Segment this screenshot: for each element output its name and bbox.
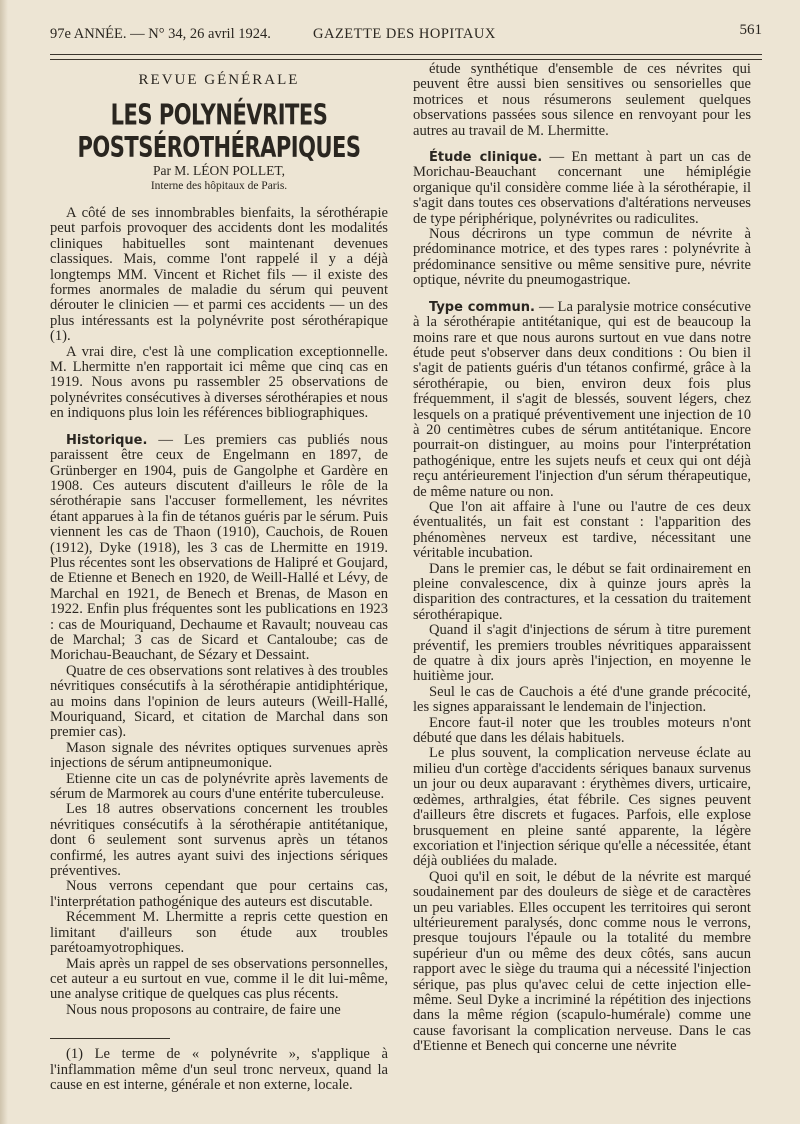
historique-paragraph — [50, 433, 388, 664]
right-column — [413, 62, 751, 1055]
running-header — [50, 22, 762, 48]
section-heading-type-commun: Type commun. — [429, 299, 535, 315]
paragraph: Mais après un rappel de ses observations personnelles, cet auteur a eu surtout en vue, comme il le dit lui-même, une analyse critique de quelques cas plus récents. — [50, 955, 388, 1003]
paragraph: Etienne cite un cas de polynévrite après lavements de sérum de Marmorek au cours d'une entérite tuberculeuse. — [50, 770, 388, 803]
paragraph: Encore faut-il noter que les troubles moteurs n'ont débuté que dans les délais habituels. — [413, 714, 751, 747]
paragraph: Le plus souvent, la complication nerveuse éclate au milieu d'un cortège d'accidents sériques banaux survenus un jour ou deux auparavant : érythèmes divers, urticaire, œdèmes, arthralgies, état fébrile. Ces signes peuvent d'ailleurs être discrets et fugaces. Parfois, elle explose brusquement en pleine santé apparente, la légère excoriation et l'injection sérique qu'elle a nécessitée, étant déjà oubliées du malade. — [413, 745, 751, 870]
left-column — [50, 62, 388, 1093]
type-commun-paragraph — [413, 300, 751, 500]
paragraph: Nous verrons cependant que pour certains cas, l'interprétation pathogénique des auteurs est discutable. — [50, 878, 388, 910]
page-edge-shadow — [0, 0, 8, 1124]
paragraph: étude synthétique d'ensemble de ces névrites qui peuvent être aussi bien sensitives ou sensorielles que motrices et nous résumerons seulement quelques observations passées sous silence en renvoyant pour les autres au travail de M. Lhermitte. — [413, 61, 751, 139]
author-affiliation: Interne des hôpitaux de Paris. — [150, 180, 288, 192]
paragraph: Récemment M. Lhermitte a repris cette question en limitant d'ailleurs son étude aux troubles parétoamyotrophiques. — [50, 909, 388, 957]
article-title: LES POLYNÉVRITES POSTSÉROTHÉRAPIQUES — [77, 99, 361, 164]
article-author: Par M. LÉON POLLET, — [152, 163, 286, 178]
paragraph: Que l'on ait affaire à l'une ou l'autre de ces deux éventualités, un fait est constant : l'apparition des phénomènes nerveux est tardive, nécessitant une véritable incubation. — [413, 498, 751, 562]
etude-text: — En mettant à part un cas de Morichau-Beauchant concernant une hémiplégie organique qu'il considère comme liée à la sérothérapie, il s'agit dans toutes ces observations d'altérations nerveuses de type périphérique, polynévrites ou radiculites. — [413, 149, 751, 227]
paragraph: A côté de ses innombrables bienfaits, la sérothérapie peut parfois provoquer des accidents dont les modalités cliniques habituelles sont maintenant devenues classiques. Mais, comme l'ont rappelé il y a déjà longtemps MM. Vincent et Richet fils — il existe des formes anormales de maladie du sérum qui peuvent dérouter le clinicien — et parmi ces accidents — un des plus intéressants est la polynévrite post sérothérapique (1). — [50, 205, 388, 345]
footnote: (1) Le terme de « polynévrite », s'applique à l'inflammation même d'un seul tronc nerveux, quand la cause en est interne, générale et non externe, locale. — [50, 1046, 388, 1093]
type-commun-text: — La paralysie motrice consécutive à la sérothérapie antitétanique, qui est de beaucoup la moins rare et que nous aurons surtout en vue dans notre étude peut s'observer dans deux conditions : Ou bien il s'agit de patients guéris d'un tétanos confirmé, grâce à la sérothérapie, ou bien, environ deux fois plus fréquemment, il s'agit de blessés, souvent légers, chez lesquels on a pratiqué préventivement une injection de 10 à 20 centimètres cubes de sérum antitétanique. Encore pourrait-on distinguer, au moins pour l'interprétation pathogénique, entre les sujets neufs et ceux qui ont déjà reçu antérieurement l'injection d'un sérum thérapeutique, de même nature ou non. — [413, 298, 751, 500]
header-rule-thin — [50, 59, 762, 60]
paragraph: Mason signale des névrites optiques survenues après injections de sérum antipneumonique. — [50, 739, 388, 772]
section-heading-historique: Historique. — [66, 432, 148, 448]
paragraph: Quatre de ces observations sont relatives à des troubles névritiques consécutifs à la sérothérapie antidiphtérique, au moins dans l'opinion de leurs auteurs (Weill-Hallé, Mouriquand, Sicard, et citation de Marchal dans son premier cas). — [50, 662, 388, 741]
page-number: 561 — [739, 22, 762, 38]
paragraph: A vrai dire, c'est là une complication exceptionnelle. M. Lhermitte n'en rapportait ici même que cinq cas en 1919. Nous avons pu rassembler 25 observations de polynévrites consécutives à diverses sérothérapies et nous en indiquons plus loin les références bibliographiques. — [50, 343, 388, 422]
paragraph: Quand il s'agit d'injections de sérum à titre purement préventif, les premiers troubles névritiques apparaissent de quatre à dix jours après l'injection, en moyenne le huitième jour. — [413, 622, 751, 685]
etude-paragraph — [413, 150, 751, 227]
issue-info: 97e ANNÉE. — N° 34, 26 avril 1924. — [50, 26, 271, 42]
paragraph: Quoi qu'il en soit, le début de la névrite est marqué soudainement par des douleurs de siège et de caractères un peu variables. Elles occupent les territoires qui seront ultérieurement paralysés, donc comme nous le verrons, presque toujours l'épaule ou la totalité du membre supérieur d'un ou même des deux côtés, sans aucun rapport avec le siège du trauma qui a nécessité l'injection sérique, pas plus qu'avec celui de cette injection elle-même. Seul Dyke a incriminé la répétition des injections dans la même région (scapulo-humérale) comme une cause favorisant la complication nerveuse. Dans le cas d'Etienne et Benech qui concerne une névrite — [413, 868, 751, 1055]
paragraph: Dans le premier cas, le début se fait ordinairement en pleine convalescence, dix à quinze jours après la disparition des contractures, et la cessation du traitement sérothérapique. — [413, 560, 751, 623]
paragraph: Seul le cas de Cauchois a été d'une grande précocité, les signes apparaissant le lendemain de l'injection. — [413, 683, 751, 716]
footnote-rule — [50, 1038, 170, 1039]
paragraph: Nous nous proposons au contraire, de faire une — [66, 1001, 341, 1018]
header-rule-thick — [50, 54, 762, 55]
section-rubric: REVUE GÉNÉRALE — [138, 72, 300, 88]
journal-title: GAZETTE DES HOPITAUX — [313, 26, 496, 42]
paragraph: Nous décrirons un type commun de névrite à prédominance motrice, et des types rares : polynévrite à prédominance sensitive ou même sensitive pure, névrite optique, névrite du pneumogastrique. — [413, 226, 751, 289]
section-heading-etude-clinique: Étude clinique. — [429, 150, 543, 166]
historique-text: — Les premiers cas publiés nous paraissent être ceux de Engelmann en 1897, de Grünberger en 1904, puis de Gangolphe et Gardère en 1908. Ces auteurs discutent d'ailleurs le rôle de la sérothérapie sans l'accuser formellement, les névrites étant apparues à la fin de tétanos guéris par le sérum. Puis viennent les cas de Thaon (1910), Cauchois, de Rouen (1912), Dyke (1918), les 3 cas de Lhermitte en 1919. Plus récentes sont les observations de Halipré et Goujard, de Etienne et Benech en 1920, de Weill-Hallé et Lévy, de Marchal en 1921, de Benech et Brenas, de Mason en 1922. Enfin plus fréquentes sont les publications en 1923 : cas de Mouriquand, Dechaume et Ravault; nouveau cas de Marchal; 3 cas de Sicard et Cantaloube; cas de Morichau-Beauchant, de Sézary et Dessaint. — [50, 431, 388, 664]
paragraph: Les 18 autres observations concernent les troubles névritiques consécutifs à la sérothérapie antitétanique, dont 6 seulement sont survenus après un tétanos confirmé, les autres ayant suivi des injections sériques préventives. — [50, 801, 388, 880]
